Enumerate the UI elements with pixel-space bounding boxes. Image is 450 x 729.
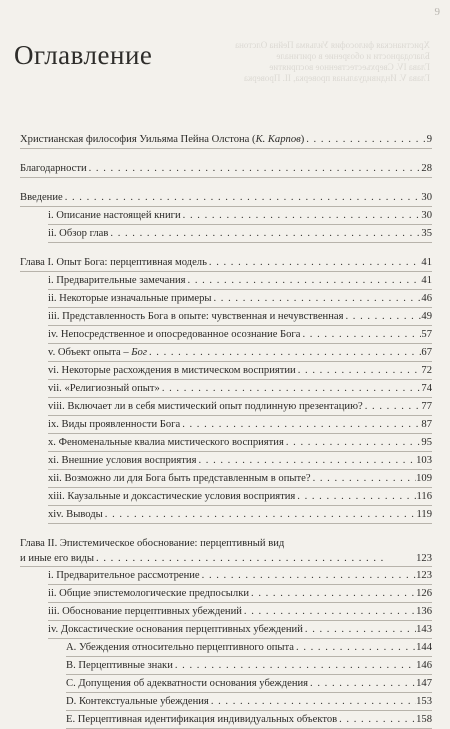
toc-leader-dots <box>196 452 416 469</box>
toc-entry-title <box>48 621 303 638</box>
toc-entry-title <box>48 434 284 451</box>
toc-entry-title <box>48 416 180 433</box>
toc-leader-dots <box>284 434 422 451</box>
toc-page-number: 72 <box>421 365 432 376</box>
toc-entry[interactable] <box>48 585 432 603</box>
toc-chapter-line <box>20 551 432 566</box>
toc-entry[interactable] <box>48 470 432 488</box>
toc-entry[interactable] <box>48 308 432 326</box>
toc-leader-dots <box>160 380 422 397</box>
bleed-line: Христианская философия Уильяма Пейна Олстона <box>235 40 430 50</box>
toc-page-number: 153 <box>416 696 432 707</box>
toc-entry-text: Введение <box>20 192 63 203</box>
toc-entry-text: Благодарности <box>20 163 87 174</box>
toc-gap <box>20 243 432 254</box>
toc-entry-text: ii. Обзор глав <box>48 228 109 239</box>
toc-entry[interactable] <box>48 603 432 621</box>
toc-entry-title <box>66 657 173 674</box>
toc-entry-title <box>48 398 363 415</box>
toc-leader-dots <box>186 272 422 289</box>
toc-entry-title <box>66 711 337 728</box>
toc-entry-text: xiv. Выводы <box>48 509 103 520</box>
toc-entry-text: ix. Виды проявленности Бога <box>48 419 181 430</box>
toc-entry[interactable] <box>66 693 432 711</box>
toc-leader-dots <box>207 254 422 271</box>
toc-entry-title <box>48 506 103 523</box>
toc-page-number: 28 <box>421 163 432 174</box>
toc-entry-text: и иные его виды <box>20 553 95 564</box>
toc-entry-title <box>48 344 147 361</box>
toc-leader-dots <box>87 160 422 177</box>
toc-page-number: 41 <box>421 275 432 286</box>
toc-entry[interactable] <box>48 272 432 290</box>
toc-entry-title <box>20 131 304 148</box>
toc-chapter-line <box>20 536 432 551</box>
toc-entry[interactable] <box>48 326 432 344</box>
toc-entry-text: iv. Непосредственное и опосредованное осознание Бога <box>48 329 301 340</box>
toc-entry-text: B. Перцептивные знаки <box>66 660 173 671</box>
bleed-line: Глава IV. Сверхъестественное восприятие <box>269 62 430 72</box>
toc-leader-dots <box>343 308 421 325</box>
toc-entry-title <box>66 639 294 656</box>
toc-page-number: 30 <box>421 210 432 221</box>
toc-entry-text: iii. Обоснование перцептивных убеждений <box>48 606 242 617</box>
toc-chapter-heading[interactable] <box>20 535 432 567</box>
toc-entry-title <box>48 567 200 584</box>
toc-page-number: 57 <box>421 329 432 340</box>
toc-entry-text: vi. Некоторые расхождения в мистическом восприятии <box>48 365 296 376</box>
toc-entry[interactable] <box>48 344 432 362</box>
toc-entry[interactable] <box>48 452 432 470</box>
toc-entry-text: C. Допущения об адекватности основания убеждения <box>66 678 309 689</box>
running-page-number: 9 <box>434 6 440 18</box>
toc-entry-text: ii. Общие эпистемологические предпосылки <box>48 588 250 599</box>
toc-entry-text: iv. Доксастические основания перцептивных убеждений <box>48 624 303 635</box>
toc-page-number: 49 <box>421 311 432 322</box>
toc-entry-text: xiii. Каузальные и доксастические условия восприятия <box>48 491 296 502</box>
toc-entry-title <box>48 308 343 325</box>
toc-entry-text: xi. Внешние условия восприятия <box>48 455 197 466</box>
toc-entry-text: Глава II. Эпистемическое обоснование: перцептивный вид <box>20 538 285 549</box>
toc-entry[interactable] <box>48 416 432 434</box>
toc-leader-dots <box>308 675 416 692</box>
toc-page-number: 143 <box>416 624 432 635</box>
toc-entry-text: i. Описание настоящей книги <box>48 210 181 221</box>
toc-entry-title <box>66 675 308 692</box>
page-title: Оглавление <box>14 40 153 70</box>
toc-gap <box>20 178 432 189</box>
toc-entry-title <box>20 189 63 206</box>
toc-entry-title <box>20 254 207 271</box>
toc-leader-dots <box>337 711 416 728</box>
toc-entry[interactable] <box>48 506 432 524</box>
table-of-contents <box>20 131 432 729</box>
toc-entry[interactable] <box>48 380 432 398</box>
toc-entry[interactable] <box>48 362 432 380</box>
toc-entry[interactable] <box>48 488 432 506</box>
toc-entry-title <box>48 362 296 379</box>
toc-entry-text: x. Феноменальные квалиа мистического восприятия <box>48 437 284 448</box>
toc-entry-title <box>48 225 108 242</box>
toc-entry-text: i. Предварительное рассмотрение <box>48 570 200 581</box>
toc-leader-dots <box>300 326 421 343</box>
toc-page-number: 123 <box>416 553 432 564</box>
toc-leader-dots <box>200 567 416 584</box>
toc-entry-text: i. Предварительные замечания <box>48 275 186 286</box>
toc-entry-title <box>48 585 249 602</box>
toc-page-number: 123 <box>416 570 432 581</box>
toc-entry[interactable] <box>66 657 432 675</box>
toc-page-number: 158 <box>416 714 432 725</box>
toc-leader-dots <box>304 131 426 148</box>
toc-entry-title <box>48 452 196 469</box>
toc-entry-title <box>48 290 212 307</box>
toc-leader-dots <box>296 362 422 379</box>
toc-leader-dots <box>147 344 421 361</box>
toc-entry[interactable] <box>20 131 432 149</box>
toc-entry-title <box>48 326 300 343</box>
toc-entry[interactable] <box>48 225 432 243</box>
toc-entry-text: iii. Представленность Бога в опыте: чувственная и нечувственная <box>48 311 344 322</box>
toc-leader-dots <box>181 207 422 224</box>
toc-entry-text: Христианская философия Уильяма Пейна Олстона ( <box>20 134 256 145</box>
toc-entry-text: Глава I. Опыт Бога: перцептивная модель <box>20 257 207 268</box>
toc-page-number: 147 <box>416 678 432 689</box>
toc-leader-dots <box>295 488 416 505</box>
toc-page-number: 87 <box>421 419 432 430</box>
toc-entry[interactable] <box>48 207 432 225</box>
toc-entry[interactable] <box>48 567 432 585</box>
toc-page-number: 126 <box>416 588 432 599</box>
toc-entry-title <box>48 488 295 505</box>
toc-entry[interactable] <box>48 434 432 452</box>
toc-page-number: 95 <box>421 437 432 448</box>
toc-leader-dots <box>209 693 416 710</box>
toc-page-number: 67 <box>421 347 432 358</box>
toc-entry-text: vii. «Религиозный опыт» <box>48 383 160 394</box>
bleed-through-text <box>150 40 430 84</box>
toc-leader-dots <box>103 506 417 523</box>
toc-entry-text: A. Убеждения относительно перцептивного опыта <box>66 642 295 653</box>
toc-entry[interactable] <box>48 290 432 308</box>
toc-leader-dots <box>303 621 416 638</box>
toc-entry[interactable] <box>20 160 432 178</box>
toc-entry-title <box>48 380 160 397</box>
toc-page-number: 146 <box>416 660 432 671</box>
toc-entry-text: viii. Включает ли в себя мистический опыт подлинную презентацию? <box>48 401 363 412</box>
toc-entry-text: ii. Некоторые изначальные примеры <box>48 293 212 304</box>
toc-entry-title <box>48 603 242 620</box>
toc-page-number: 103 <box>416 455 432 466</box>
toc-leader-dots <box>94 551 416 566</box>
bleed-line: Благодарности и обозрение в оригинале <box>276 51 430 61</box>
toc-page-number: 30 <box>421 192 432 203</box>
toc-leader-dots <box>212 290 422 307</box>
toc-entry-text: E. Перцептивная идентификация индивидуальных объектов <box>66 714 338 725</box>
toc-page-number: 109 <box>416 473 432 484</box>
toc-entry-italic: Бог <box>131 347 147 358</box>
toc-leader-dots <box>363 398 422 415</box>
toc-leader-dots <box>294 639 416 656</box>
toc-entry[interactable] <box>20 189 432 207</box>
bleed-line: Глава V. Индивидуальная проверка, II. Проверка <box>244 73 430 83</box>
toc-leader-dots <box>242 603 416 620</box>
toc-page-number: 41 <box>421 257 432 268</box>
toc-page-number: 119 <box>416 509 432 520</box>
toc-leader-dots <box>63 189 422 206</box>
toc-entry[interactable] <box>66 639 432 657</box>
toc-page-number: 136 <box>416 606 432 617</box>
toc-entry-text: D. Контекстуальные убеждения <box>66 696 209 707</box>
toc-gap <box>20 524 432 535</box>
toc-page-number: 77 <box>421 401 432 412</box>
toc-entry-text: v. Объект опыта – <box>48 347 132 358</box>
toc-page-number: 46 <box>421 293 432 304</box>
toc-leader-dots <box>180 416 421 433</box>
toc-leader-dots <box>173 657 416 674</box>
toc-entry-text-after: ) <box>300 134 305 145</box>
toc-entry-title <box>20 160 87 177</box>
toc-entry-text: xii. Возможно ли для Бога быть представленным в опыте? <box>48 473 311 484</box>
toc-leader-dots <box>311 470 417 487</box>
toc-entry[interactable] <box>20 254 432 272</box>
toc-leader-dots <box>108 225 421 242</box>
toc-page-number: 9 <box>426 134 432 145</box>
toc-page-number: 144 <box>416 642 432 653</box>
toc-entry-title <box>66 693 209 710</box>
toc-page-number: 74 <box>421 383 432 394</box>
toc-page-number: 116 <box>416 491 432 502</box>
toc-entry-title <box>48 207 181 224</box>
toc-page-number: 35 <box>421 228 432 239</box>
toc-entry-title <box>48 272 186 289</box>
toc-entry[interactable] <box>48 621 432 639</box>
toc-entry-title <box>48 470 311 487</box>
toc-leader-dots <box>249 585 416 602</box>
toc-entry[interactable] <box>66 711 432 729</box>
toc-gap <box>20 149 432 160</box>
toc-entry[interactable] <box>48 398 432 416</box>
toc-entry-italic: К. Карпов <box>255 134 301 145</box>
toc-entry[interactable] <box>66 675 432 693</box>
